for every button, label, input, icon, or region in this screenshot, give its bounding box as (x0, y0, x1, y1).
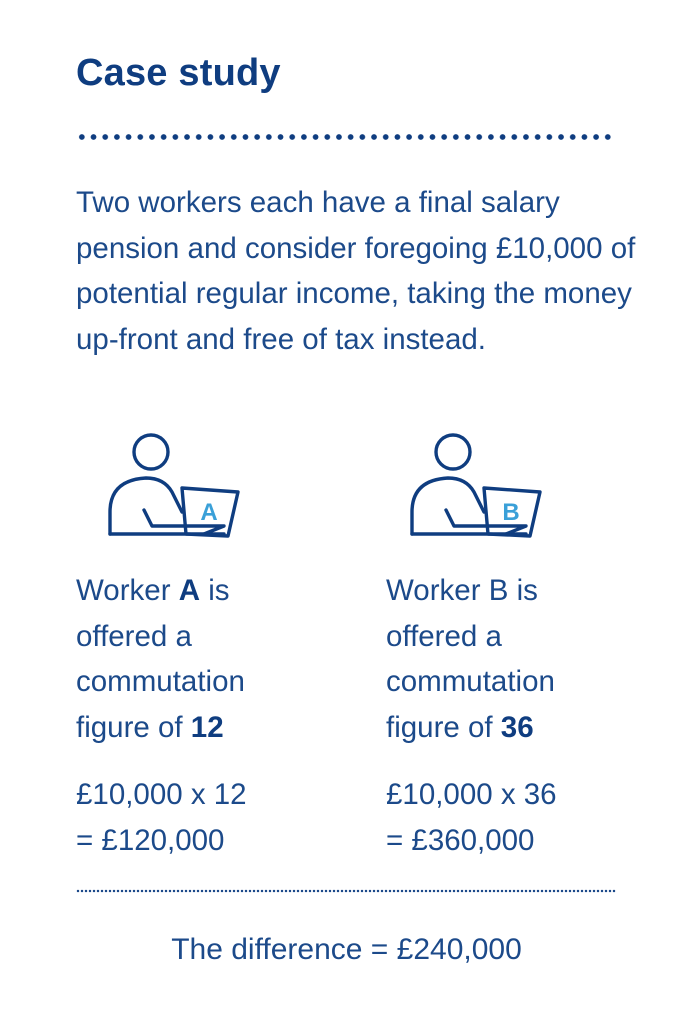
person-with-laptop-icon (106, 430, 246, 542)
worker-a-calc-line2: = £120,000 (76, 823, 225, 857)
worker-b-figure: 36 (500, 710, 534, 744)
worker-b-calc-line2: = £360,000 (386, 823, 535, 857)
worker-b-calc-line1: £10,000 x 36 (386, 778, 557, 811)
dotted-divider-top (76, 133, 616, 141)
page-title: Case study (76, 52, 281, 94)
worker-a-line1-prefix: Worker (76, 574, 179, 607)
worker-a-icon-letter: A (200, 499, 218, 526)
person-with-laptop-icon (408, 430, 548, 542)
worker-a-line3: commutation (76, 665, 245, 698)
worker-b-description (386, 568, 646, 750)
worker-a-figure: 12 (190, 710, 224, 744)
worker-a-line4-prefix: figure of (76, 710, 191, 744)
worker-a-description (76, 568, 336, 750)
worker-b-line4-prefix: figure of (386, 710, 501, 744)
difference-summary: The difference = £240,000 (171, 933, 522, 966)
worker-b-icon-letter: B (502, 499, 520, 526)
intro-paragraph: Two workers each have a final salary pension and consider foregoing £10,000 of potential regular income, taking the money up-front and free of tax instead. (76, 186, 636, 356)
worker-b-calculation (386, 772, 646, 863)
worker-b-line2: offered a (386, 619, 502, 653)
worker-a-calculation (76, 772, 336, 863)
worker-a-letter: A (178, 574, 201, 607)
dotted-divider-bottom (76, 889, 616, 893)
worker-a-calc-line1: £10,000 x 12 (76, 778, 247, 811)
worker-b-line1: Worker B is (386, 574, 538, 607)
worker-b-line3: commutation (386, 665, 555, 698)
worker-a-line1-suffix: is (200, 574, 230, 607)
worker-a-line2: offered a (76, 619, 192, 653)
